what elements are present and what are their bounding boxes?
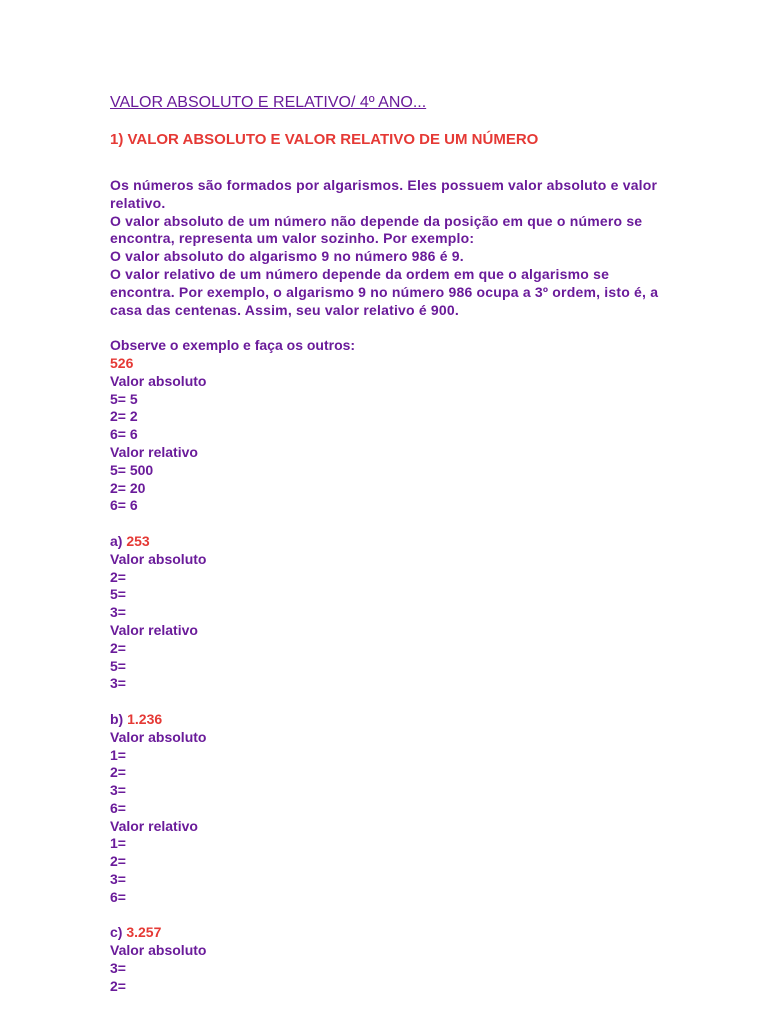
intro-text (110, 177, 670, 319)
exercise-heading (110, 533, 768, 551)
absoluto-item: 5= (110, 586, 126, 603)
absoluto-item: 2= (110, 977, 126, 994)
absoluto-item: 1= (110, 746, 126, 763)
relativo-item: 2= 20 (110, 479, 146, 496)
relativo-item: 5= 500 (110, 461, 154, 478)
exercise-number: 1.236 (127, 710, 163, 727)
section-title: 1) VALOR ABSOLUTO E VALOR RELATIVO DE UM NÚMERO (110, 131, 539, 148)
intro-paragraph: O valor relativo de um número depende da ordem em que o algarismo se encontra. Por exemplo, o algarismo 9 no número 986 ocupa a 3º ordem, isto é, a casa das centenas. Assim, seu valor relativo é 900. (110, 265, 659, 318)
absoluto-item: 5= 5 (110, 390, 138, 407)
absoluto-item: 2= (110, 764, 126, 781)
absoluto-item: 2= 2 (110, 408, 138, 425)
example-instruction: Observe o exemplo e faça os outros: (110, 337, 356, 354)
exercise-c (110, 924, 768, 995)
exercise-b (110, 711, 768, 907)
absoluto-item: 2= (110, 568, 126, 585)
exercise-prefix: b) (110, 710, 124, 727)
exercise-number: 3.257 (126, 924, 162, 941)
exercise-heading (110, 924, 768, 942)
relativo-item: 5= (110, 657, 126, 674)
intro-paragraph: Os números são formados por algarismos. Eles possuem valor absoluto e valor relativo. (110, 177, 658, 211)
relativo-label: Valor relativo (110, 443, 198, 460)
relativo-item: 2= (110, 639, 126, 656)
exercise-prefix: a) (110, 532, 123, 549)
relativo-item: 6= (110, 888, 126, 905)
relativo-item: 3= (110, 871, 126, 888)
exercise-heading (110, 711, 768, 729)
absoluto-item: 6= 6 (110, 426, 138, 443)
absoluto-label: Valor absoluto (110, 942, 207, 959)
absoluto-item: 6= (110, 799, 126, 816)
absoluto-label: Valor absoluto (110, 728, 207, 745)
relativo-item: 6= 6 (110, 497, 138, 514)
page-title: VALOR ABSOLUTO E RELATIVO/ 4º ANO... (110, 94, 427, 111)
exercise-prefix: c) (110, 924, 123, 941)
relativo-label: Valor relativo (110, 817, 198, 834)
relativo-item: 3= (110, 675, 126, 692)
absoluto-item: 3= (110, 782, 126, 799)
relativo-label: Valor relativo (110, 621, 198, 638)
absoluto-item: 3= (110, 960, 126, 977)
example-block (110, 337, 768, 515)
intro-paragraph: O valor absoluto do algarismo 9 no número 986 é 9. (110, 248, 464, 265)
relativo-item: 1= (110, 835, 126, 852)
example-number: 526 (110, 354, 134, 371)
relativo-item: 2= (110, 853, 126, 870)
exercise-number: 253 (126, 532, 150, 549)
exercise-a (110, 533, 768, 693)
absoluto-label: Valor absoluto (110, 550, 207, 567)
absoluto-label: Valor absoluto (110, 372, 207, 389)
absoluto-item: 3= (110, 604, 126, 621)
intro-paragraph: O valor absoluto de um número não depende da posição em que o número se encontra, representa um valor sozinho. Por exemplo: (110, 212, 643, 247)
